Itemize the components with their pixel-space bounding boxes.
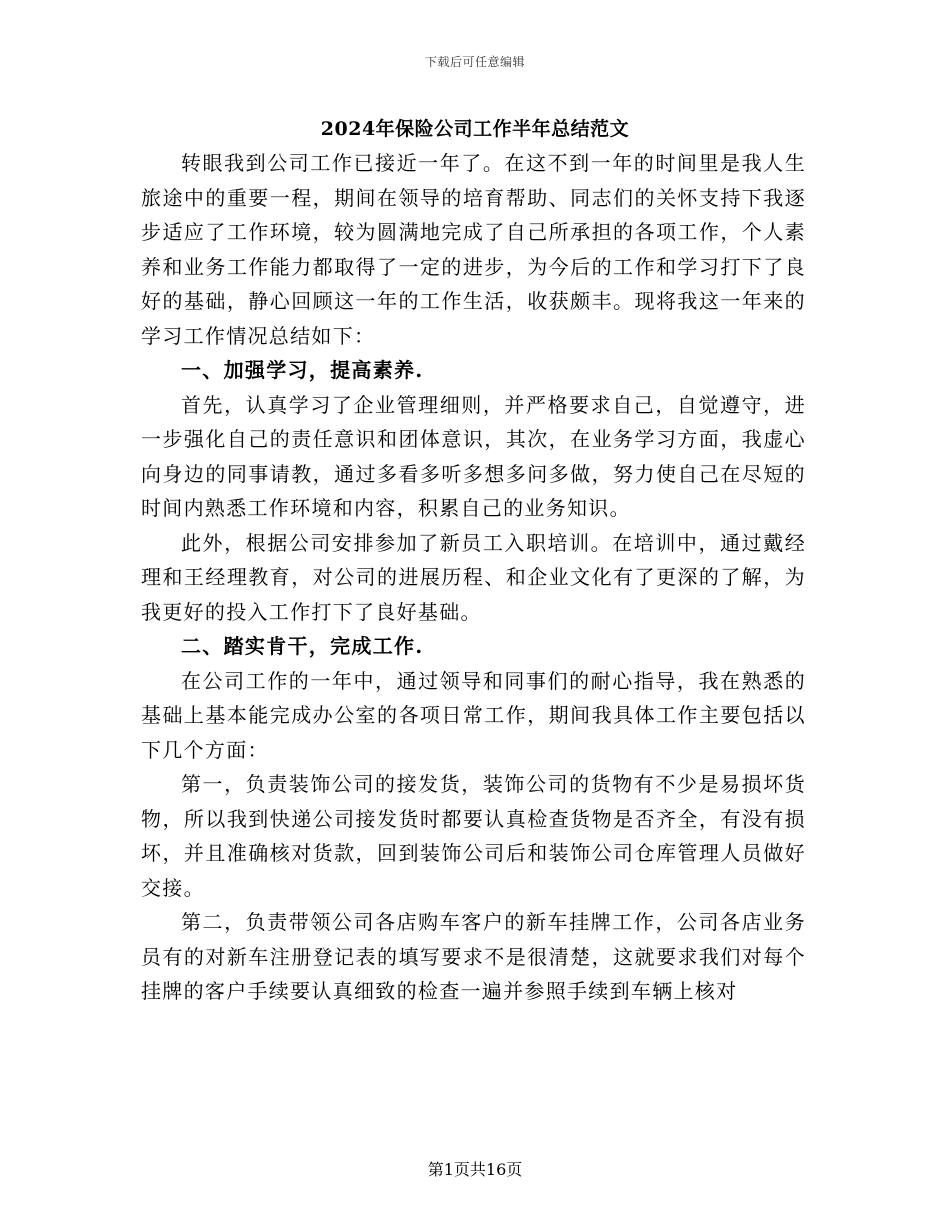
paragraph-study: 首先，认真学习了企业管理细则，并严格要求自己，自觉遵守，进一步强化自己的责任意识和团体意识，其次，在业务学习方面，我虚心向身边的同事请教，通过多看多听多想多问多做，努力使自己在尽短的时间内熟悉工作环境和内容，积累自己的业务知识。 xyxy=(141,392,806,520)
paragraph-training: 此外，根据公司安排参加了新员工入职培训。在培训中，通过戴经理和王经理教育，对公司的进展历程、和企业文化有了更深的了解，为我更好的投入工作打下了良好基础。 xyxy=(141,530,806,624)
header-note: 下载后可任意编辑 xyxy=(424,55,525,69)
paragraph-work-second: 第二，负责带领公司各店购车客户的新车挂牌工作，公司各店业务员有的对新车注册登记表的填写要求不是很清楚，这就要求我们对每个挂牌的客户手续要认真细致的检查一遍并参照手续到车辆上核对 xyxy=(141,910,806,1003)
document-title: 2024年保险公司工作半年总结范文 xyxy=(320,118,630,140)
page-number: 第1页共16页 xyxy=(427,1160,523,1179)
paragraph-work-intro: 在公司工作的一年中，通过领导和同事们的耐心指导，我在熟悉的基础上基本能完成办公室的各项日常工作，期间我具体工作主要包括以下几个方面： xyxy=(141,668,806,762)
section-heading-1: 一、加强学习，提高素养. xyxy=(181,358,424,382)
paragraph-work-first: 第一，负责装饰公司的接发货，装饰公司的货物有不少是易损坏货物，所以我到快递公司接发货时都要认真检查货物是否齐全，有没有损坏，并且准确核对货款，回到装饰公司后和装饰公司仓库管理人员做好交接。 xyxy=(141,772,806,900)
document-body xyxy=(141,146,806,1009)
section-heading-2: 二、踏实肯干，完成工作. xyxy=(181,634,424,658)
paragraph-intro: 转眼我到公司工作已接近一年了。在这不到一年的时间里是我人生旅途中的重要一程，期间在领导的培育帮助、同志们的关怀支持下我逐步适应了工作环境，较为圆满地完成了自己所承担的各项工作，个人素养和业务工作能力都取得了一定的进步，为今后的工作和学习打下了良好的基础，静心回顾这一年的工作生活，收获颇丰。现将我这一年来的学习工作情况总结如下： xyxy=(141,151,806,348)
